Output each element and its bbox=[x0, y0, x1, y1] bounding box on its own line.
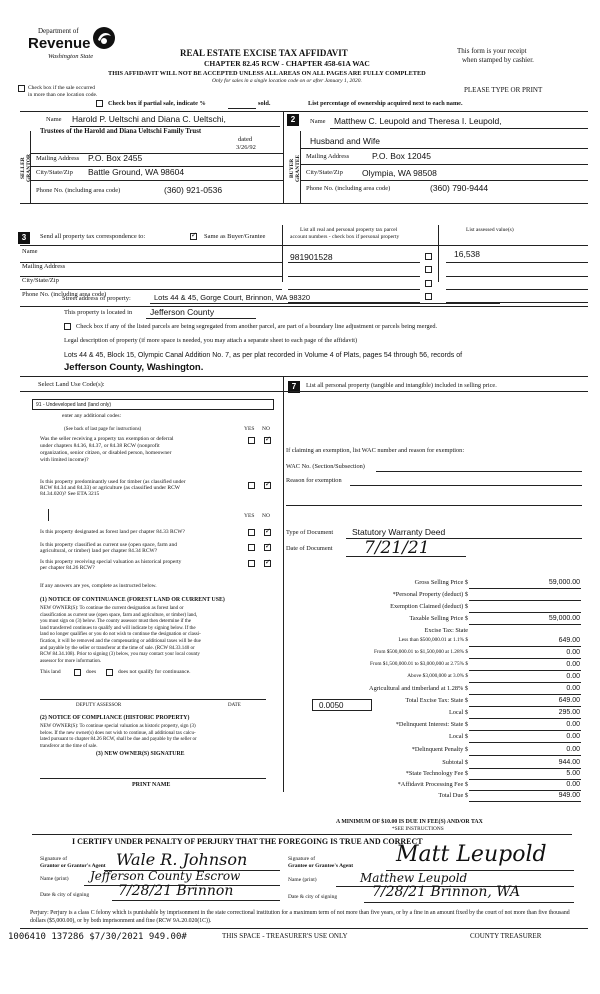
grantee-sig-label1: Signature of bbox=[288, 856, 316, 862]
seller-phone[interactable]: (360) 921-0536 bbox=[164, 185, 223, 195]
local-rate-value: 0.0050 bbox=[319, 701, 344, 710]
tax-row-label: From $500,000.01 to $1,500,000 at 1.28% $ bbox=[373, 649, 468, 655]
rule bbox=[20, 203, 588, 204]
receipt-line2: when stamped by cashier. bbox=[462, 56, 534, 64]
rule bbox=[20, 289, 282, 290]
q1-line1: Was the seller receiving a property tax exemption or deferral bbox=[40, 436, 174, 442]
rule bbox=[283, 391, 588, 392]
does-not-label: does not qualify for continuance. bbox=[118, 669, 191, 675]
rule bbox=[300, 164, 588, 165]
q1-no-checkbox[interactable] bbox=[264, 437, 271, 444]
rule bbox=[20, 111, 588, 112]
tax-row-line bbox=[469, 612, 581, 613]
buyer-phone[interactable]: (360) 790-9444 bbox=[430, 183, 489, 193]
notice1-title: (1) NOTICE OF CONTINUANCE (FOREST LAND OR CURRENT USE) bbox=[40, 597, 225, 603]
buyer-name[interactable]: Matthew C. Leupold and Theresa I. Leupold, bbox=[334, 116, 502, 126]
partial-sale-line bbox=[228, 108, 256, 109]
only-for-text: Only for sales in a single location code on or after January 1, 2020. bbox=[212, 78, 362, 84]
q2-line1: Is this property predominantly used for timber (as classified under bbox=[40, 479, 186, 485]
rule bbox=[288, 276, 420, 277]
no-header-1: NO bbox=[262, 426, 270, 432]
tax-row-value[interactable]: 649.00 bbox=[558, 637, 580, 644]
tax-row-label: Exemption Claimed (deduct) $ bbox=[390, 603, 468, 610]
notice-line: lated pursuant to chapter 84.26 RCW, shall be due and payable by the seller or bbox=[40, 737, 197, 743]
send-correspondence-label: Send all property tax correspondence to: bbox=[40, 233, 146, 240]
rule bbox=[150, 303, 500, 304]
q3-yes-checkbox[interactable] bbox=[248, 529, 255, 536]
notice-line: classification as current use (open space, farm and agriculture, or timber) land, bbox=[40, 612, 198, 618]
see-instructions-text: *SEE INSTRUCTIONS bbox=[392, 826, 444, 832]
seller-dated-value[interactable]: 3/26/92 bbox=[236, 144, 256, 151]
tax-row-value[interactable]: 0.00 bbox=[566, 685, 580, 692]
seller-dated-label: dated bbox=[238, 136, 253, 143]
partial-sale-checkbox[interactable] bbox=[96, 100, 103, 107]
tax-row-line bbox=[469, 682, 581, 683]
rule bbox=[288, 262, 420, 263]
rule bbox=[350, 485, 582, 486]
q1-line4: with limited income)? bbox=[40, 457, 89, 463]
perjury-notice: Perjury: Perjury is a class C felony which is punishable by imprisonment in the state correctional institution for a maximum term of not more than five years, or by a fine in an amount fixed by the court of not more than five thousand dollars ($5,000.00), or by both imprisonment and fine (RCW 9A.20.020(1C)). bbox=[30, 910, 570, 924]
tax-row-label: *State Technology Fee $ bbox=[405, 770, 468, 777]
tax-row-label: Local $ bbox=[448, 709, 468, 716]
rule bbox=[30, 180, 283, 181]
section-3-number: 3 bbox=[18, 232, 30, 244]
parcel-personal-checkbox-4[interactable] bbox=[425, 293, 432, 300]
seller-mailing-label: Mailing Address bbox=[36, 155, 80, 162]
tax-row-line bbox=[469, 718, 581, 719]
section-2-number: 2 bbox=[287, 114, 299, 126]
dept-line1: Department of bbox=[38, 27, 79, 35]
rule bbox=[364, 902, 574, 903]
dept-line2: Revenue bbox=[28, 35, 91, 52]
tax-row-line bbox=[469, 670, 581, 671]
rule bbox=[446, 289, 588, 290]
legal-label: Legal description of property (if more space is needed, you may attach a separate sheet to each page of the affidavit) bbox=[64, 337, 358, 344]
additional-codes-label: enter any additional codes: bbox=[62, 413, 122, 419]
notice-line: below. If the new owner(s) does not wish to continue, all additional tax calcu- bbox=[40, 730, 196, 736]
seller-name2[interactable]: Trustees of the Harold and Diana Ueltschi Family Trust bbox=[40, 128, 202, 135]
notice-line: you must sign on (3) below. The county assessor must then determine if the bbox=[40, 619, 191, 625]
notice-line: assessor for more information. bbox=[40, 658, 102, 664]
rule bbox=[20, 245, 588, 246]
grantee-name-print-label: Name (print) bbox=[288, 877, 317, 883]
rule bbox=[32, 834, 572, 835]
q1-line2: under chapters 84.36, 84.37, or 84.38 RCW (nonprofit bbox=[40, 443, 160, 449]
dor-logo-icon bbox=[92, 26, 116, 50]
tax-row-value[interactable]: 0.00 bbox=[566, 746, 580, 753]
this-land-label: This land bbox=[40, 669, 61, 675]
tax-row-line bbox=[469, 624, 581, 625]
rule bbox=[20, 391, 283, 392]
tax-row-value[interactable]: 649.00 bbox=[558, 697, 580, 704]
segregated-checkbox[interactable] bbox=[64, 323, 71, 330]
buyer-name2[interactable]: Husband and Wife bbox=[310, 136, 380, 146]
s3-city-label: City/State/Zip bbox=[22, 277, 59, 284]
certify-statement: I CERTIFY UNDER PENALTY OF PERJURY THAT THE FOREGOING IS TRUE AND CORRECT bbox=[72, 837, 423, 846]
rule bbox=[70, 126, 280, 127]
grantor-name-print[interactable]: Jefferson County Escrow bbox=[90, 869, 241, 883]
seller-name-label: Name bbox=[46, 116, 62, 123]
rule bbox=[300, 148, 588, 149]
wac-label: WAC No. (Section/Subsection) bbox=[286, 463, 365, 470]
tax-row-line bbox=[469, 658, 581, 659]
county-value[interactable]: Jefferson County bbox=[150, 307, 215, 317]
legal-line2[interactable]: Jefferson County, Washington. bbox=[64, 362, 204, 373]
grantor-date-city[interactable]: 7/28/21 Brinnon bbox=[118, 883, 234, 899]
grantor-date-city-label: Date & city of signing bbox=[40, 892, 90, 898]
rule bbox=[146, 318, 256, 319]
rule bbox=[288, 289, 420, 290]
street-address[interactable]: Lots 44 & 45, Gorge Court, Brinnon, WA 98320 bbox=[154, 293, 311, 302]
rule bbox=[300, 180, 588, 181]
q5-yes-checkbox[interactable] bbox=[248, 560, 255, 567]
personal-property-label: List all personal property (tangible and intangible) included in selling price. bbox=[306, 382, 497, 389]
notice-line: fication, it will be removed and the compensating or additional taxes will be due bbox=[40, 639, 201, 644]
please-type: PLEASE TYPE OR PRINT bbox=[464, 86, 543, 94]
tax-row-value[interactable]: 59,000.00 bbox=[548, 579, 580, 586]
grantor-sig-label2: Grantor or Grantor's Agent bbox=[40, 863, 106, 869]
tax-row-label: *Delinquent Interest: State $ bbox=[395, 721, 468, 728]
divider bbox=[283, 111, 284, 203]
doc-type[interactable]: Statutory Warranty Deed bbox=[352, 527, 446, 537]
doc-date-label: Date of Document bbox=[286, 545, 333, 552]
s3-name-label: Name bbox=[22, 248, 38, 255]
seller-phone-label: Phone No. (including area code) bbox=[36, 187, 121, 194]
grantee-date-city-label: Date & city of signing bbox=[288, 894, 338, 900]
notice-line: land transferred continues to qualify and will indicate by signing below. If the bbox=[40, 625, 196, 631]
reason-label: Reason for exemption bbox=[286, 477, 342, 484]
rule bbox=[20, 306, 588, 307]
notice-line: transferor at the time of sale. bbox=[40, 743, 98, 749]
rule bbox=[20, 376, 588, 377]
does-not-checkbox[interactable] bbox=[106, 669, 113, 676]
yes-header-2: YES bbox=[244, 513, 255, 519]
q5-line2: per chapter 84.26 RCW? bbox=[40, 565, 95, 571]
tax-row-label: Above $3,000,000 at 3.0% $ bbox=[407, 673, 468, 679]
seller-side-label: SELLER GRANTOR bbox=[20, 154, 32, 183]
new-owner-signature-label: (3) NEW OWNER(S) SIGNATURE bbox=[96, 751, 185, 757]
print-name-label: PRINT NAME bbox=[132, 782, 171, 788]
parcel-header-line2: account numbers - check box if personal property bbox=[290, 234, 400, 240]
rule bbox=[346, 556, 466, 557]
tax-row-line bbox=[469, 801, 581, 802]
doc-type-label: Type of Document bbox=[286, 529, 334, 536]
rule bbox=[40, 778, 266, 779]
multiple-location-label1: Check box if the sale occurred bbox=[28, 85, 96, 91]
deputy-assessor-label: DEPUTY ASSESSOR bbox=[76, 703, 122, 708]
minimum-text: A MINIMUM OF $10.00 IS DUE IN FEE(S) AND/OR TAX bbox=[336, 819, 483, 825]
tax-row-label: Gross Selling Price $ bbox=[414, 579, 468, 586]
seller-city[interactable]: Battle Ground, WA 98604 bbox=[88, 167, 185, 177]
rule bbox=[112, 900, 280, 901]
grantee-sig-label2: Grantee or Grantee's Agent bbox=[288, 863, 354, 869]
buyer-name-label: Name bbox=[310, 118, 326, 125]
q4-line1: Is this property classified as current use (open space, farm and bbox=[40, 542, 177, 548]
county-label: This property is located in bbox=[64, 309, 133, 316]
notice-line: RCW 84.34.108). Prior to signing (3) below, you may contact your local county bbox=[40, 652, 200, 658]
tax-row-line bbox=[469, 768, 581, 769]
grantee-signature[interactable]: Matt Leupold bbox=[396, 842, 547, 867]
tax-row-value[interactable]: 949.00 bbox=[558, 792, 580, 799]
q2-line2: RCW 84.34 and 84.33) or agriculture (as classified under RCW bbox=[40, 485, 180, 491]
tax-row-line bbox=[469, 588, 581, 589]
no-header-2: NO bbox=[262, 513, 270, 519]
tax-row-label: *Affidavit Processing Fee $ bbox=[397, 781, 468, 788]
seller-mailing[interactable]: P.O. Box 2455 bbox=[88, 153, 143, 163]
grantee-name-print[interactable]: Matthew Leupold bbox=[360, 871, 468, 885]
rule bbox=[20, 276, 282, 277]
grantee-date-city[interactable]: 7/28/21 Brinnon, WA bbox=[372, 884, 521, 900]
tax-row-label: From $1,500,000.01 to $3,000,000 at 2.75% $ bbox=[370, 661, 468, 667]
same-as-buyer-label: Same as Buyer/Grantee bbox=[204, 233, 266, 240]
buyer-mailing[interactable]: P.O. Box 12045 bbox=[372, 151, 431, 161]
doc-date[interactable]: 7/21/21 bbox=[364, 538, 430, 558]
land-use-value: 91 - Undeveloped land (land only) bbox=[36, 402, 112, 408]
grantor-signature[interactable]: Wale R. Johnson bbox=[116, 850, 248, 869]
tax-row-label: Total Excise Tax: State $ bbox=[405, 697, 468, 704]
notice-line: and payable by the seller or transferor at the time of sale. (RCW 84.33.140 or bbox=[40, 645, 195, 651]
tax-row-value[interactable]: 59,000.00 bbox=[548, 615, 580, 622]
does-checkbox[interactable] bbox=[74, 669, 81, 676]
rule bbox=[376, 471, 582, 472]
rule bbox=[40, 699, 266, 700]
divider bbox=[438, 225, 439, 282]
tax-row-value[interactable]: 0.00 bbox=[566, 781, 580, 788]
grantor-sig-label1: Signature of bbox=[40, 856, 68, 862]
buyer-city-label: City/State/Zip bbox=[306, 169, 343, 176]
q4-line2: agricultural, or timber) land per chapter 84.34 RCW? bbox=[40, 548, 158, 554]
does-label: does bbox=[86, 669, 97, 675]
buyer-phone-label: Phone No. (including area code) bbox=[306, 185, 391, 192]
multiple-location-checkbox[interactable] bbox=[18, 85, 25, 92]
tax-row-line bbox=[469, 706, 581, 707]
seller-name[interactable]: Harold P. Ueltschi and Diana C. Ueltschi, bbox=[72, 114, 226, 124]
parcel-personal-checkbox-2[interactable] bbox=[425, 266, 432, 273]
tax-row-value[interactable]: 0.00 bbox=[566, 661, 580, 668]
rule bbox=[30, 153, 283, 154]
tax-row-value[interactable]: 295.00 bbox=[558, 709, 580, 716]
q1-line3: organization, senior citizen, or disabled person, homeowner bbox=[40, 450, 172, 456]
rule bbox=[286, 505, 582, 506]
segregated-label: Check box if any of the listed parcels are being segregated from another parcel, are part of a boundary line adjustment or parcels being merged. bbox=[76, 323, 438, 330]
sold-label: sold. bbox=[258, 100, 271, 107]
tax-row-label: *Personal Property (deduct) $ bbox=[392, 591, 468, 598]
divider bbox=[283, 376, 284, 792]
notice-line: NEW OWNER(S): To continue the current designation as forest land or bbox=[40, 606, 184, 611]
rule bbox=[330, 128, 588, 129]
seller-city-label: City/State/Zip bbox=[36, 169, 73, 176]
county-treasurer-label: COUNTY TREASURER bbox=[470, 932, 542, 940]
tax-row-value[interactable]: 0.00 bbox=[566, 733, 580, 740]
rule bbox=[20, 928, 588, 929]
tax-row-label: Less than $500,000.01 at 1.1% $ bbox=[398, 637, 468, 643]
tax-row-line bbox=[469, 790, 581, 791]
divider bbox=[48, 509, 49, 521]
see-back-label: (See back of last page for instructions) bbox=[64, 427, 142, 432]
tax-row-line bbox=[469, 730, 581, 731]
grantor-name-print-label: Name (print) bbox=[40, 876, 69, 882]
q4-no-checkbox[interactable] bbox=[264, 544, 271, 551]
q3-label: Is this property designated as forest land per chapter 84.33 RCW? bbox=[40, 529, 185, 535]
street-label: Street address of property: bbox=[62, 295, 131, 302]
parcel-header-line1: List all real and personal property tax parcel bbox=[300, 227, 398, 233]
s3-phone-label: Phone No. (including area code) bbox=[22, 291, 107, 298]
q2-line3: 84.34.020)? See ETA 3215 bbox=[40, 491, 100, 497]
tax-row-label: Local $ bbox=[448, 733, 468, 740]
q4-yes-checkbox[interactable] bbox=[248, 544, 255, 551]
ownership-label: List percentage of ownership acquired next to each name. bbox=[308, 100, 463, 107]
q3-no-checkbox[interactable] bbox=[264, 529, 271, 536]
partial-sale-label: Check box if partial sale, indicate % bbox=[108, 100, 206, 107]
tax-row-line bbox=[469, 646, 581, 647]
land-use-select[interactable] bbox=[32, 399, 274, 410]
tax-row-label: Taxable Selling Price $ bbox=[409, 615, 468, 622]
tax-row-value[interactable]: 0.00 bbox=[566, 721, 580, 728]
q2-yes-checkbox[interactable] bbox=[248, 482, 255, 489]
divider bbox=[282, 225, 283, 282]
tax-row-label: Excise Tax: State bbox=[424, 627, 468, 634]
tax-row-line bbox=[469, 600, 581, 601]
same-as-buyer-checkbox[interactable] bbox=[190, 233, 197, 240]
local-rate-box[interactable] bbox=[312, 699, 372, 711]
any-yes-text: If any answers are yes, complete as instructed below. bbox=[40, 583, 157, 589]
q1-yes-checkbox[interactable] bbox=[248, 437, 255, 444]
rule bbox=[446, 276, 588, 277]
assessed-value[interactable]: 16,538 bbox=[454, 249, 480, 259]
q5-no-checkbox[interactable] bbox=[264, 560, 271, 567]
parcel-number[interactable]: 981901528 bbox=[290, 252, 333, 262]
dept-line3: Washington State bbox=[48, 53, 94, 60]
parcel-personal-checkbox-3[interactable] bbox=[425, 280, 432, 287]
multiple-location-label2: in more than one location code. bbox=[28, 92, 98, 98]
buyer-mailing-label: Mailing Address bbox=[306, 153, 350, 160]
legal-line1[interactable]: Lots 44 & 45, Block 15, Olympic Canal Addition No. 7, as per plat recorded in Volume 4 of Plats, pages 54 through 56, records of bbox=[64, 352, 463, 359]
tax-row-value[interactable]: 0.00 bbox=[566, 649, 580, 656]
tax-row-line bbox=[469, 755, 581, 756]
parcel-personal-checkbox-1[interactable] bbox=[425, 253, 432, 260]
land-use-select-label: Select Land Use Code(s): bbox=[38, 381, 105, 388]
buyer-side-label: BUYER GRANTEE bbox=[289, 154, 301, 182]
notice-line: land no longer qualifies or you do not wish to continue the designation or classi- bbox=[40, 632, 201, 638]
cashier-stamp: 1006410 137286 $7/30/2021 949.00# bbox=[8, 932, 187, 942]
tax-row-line bbox=[469, 694, 581, 695]
tax-row-line bbox=[469, 742, 581, 743]
tax-row-line bbox=[469, 779, 581, 780]
section-7-number: 7 bbox=[288, 381, 300, 393]
tax-row-value[interactable]: 0.00 bbox=[566, 673, 580, 680]
notice2-title: (2) NOTICE OF COMPLIANCE (HISTORIC PROPERTY) bbox=[40, 715, 190, 721]
q5-line1: Is this property receiving special valuation as historical property bbox=[40, 559, 182, 565]
notice-line: NEW OWNER(S): To continue special valuation as historic property, sign (3) bbox=[40, 724, 196, 729]
q2-no-checkbox[interactable] bbox=[264, 482, 271, 489]
date-label: DATE bbox=[228, 703, 241, 708]
warning-text: THIS AFFIDAVIT WILL NOT BE ACCEPTED UNLESS ALL AREAS ON ALL PAGES ARE FULLY COMPLETED bbox=[108, 70, 426, 77]
rule bbox=[446, 262, 588, 263]
exemption-label: If claiming an exemption, list WAC number and reason for exemption: bbox=[286, 447, 465, 454]
tax-row-label: Subtotal $ bbox=[442, 759, 468, 766]
tax-row-label: Total Due $ bbox=[438, 792, 468, 799]
tax-row-value[interactable]: 5.00 bbox=[566, 770, 580, 777]
receipt-line1: This form is your receipt bbox=[457, 47, 527, 55]
assessed-header: List assessed value(s) bbox=[466, 227, 514, 233]
s3-mailing-label: Mailing Address bbox=[22, 263, 66, 270]
tax-row-value[interactable]: 944.00 bbox=[558, 759, 580, 766]
tax-row-label: Agricultural and timberland at 1.28% $ bbox=[369, 685, 468, 692]
treasurer-space-label: THIS SPACE - TREASURER'S USE ONLY bbox=[222, 932, 348, 940]
tax-row-label: *Delinquent Penalty $ bbox=[411, 746, 468, 753]
yes-header-1: YES bbox=[244, 426, 255, 432]
form-subtitle: CHAPTER 82.45 RCW - CHAPTER 458-61A WAC bbox=[204, 59, 370, 68]
buyer-city[interactable]: Olympia, WA 98508 bbox=[362, 168, 437, 178]
form-title: REAL ESTATE EXCISE TAX AFFIDAVIT bbox=[180, 48, 348, 58]
